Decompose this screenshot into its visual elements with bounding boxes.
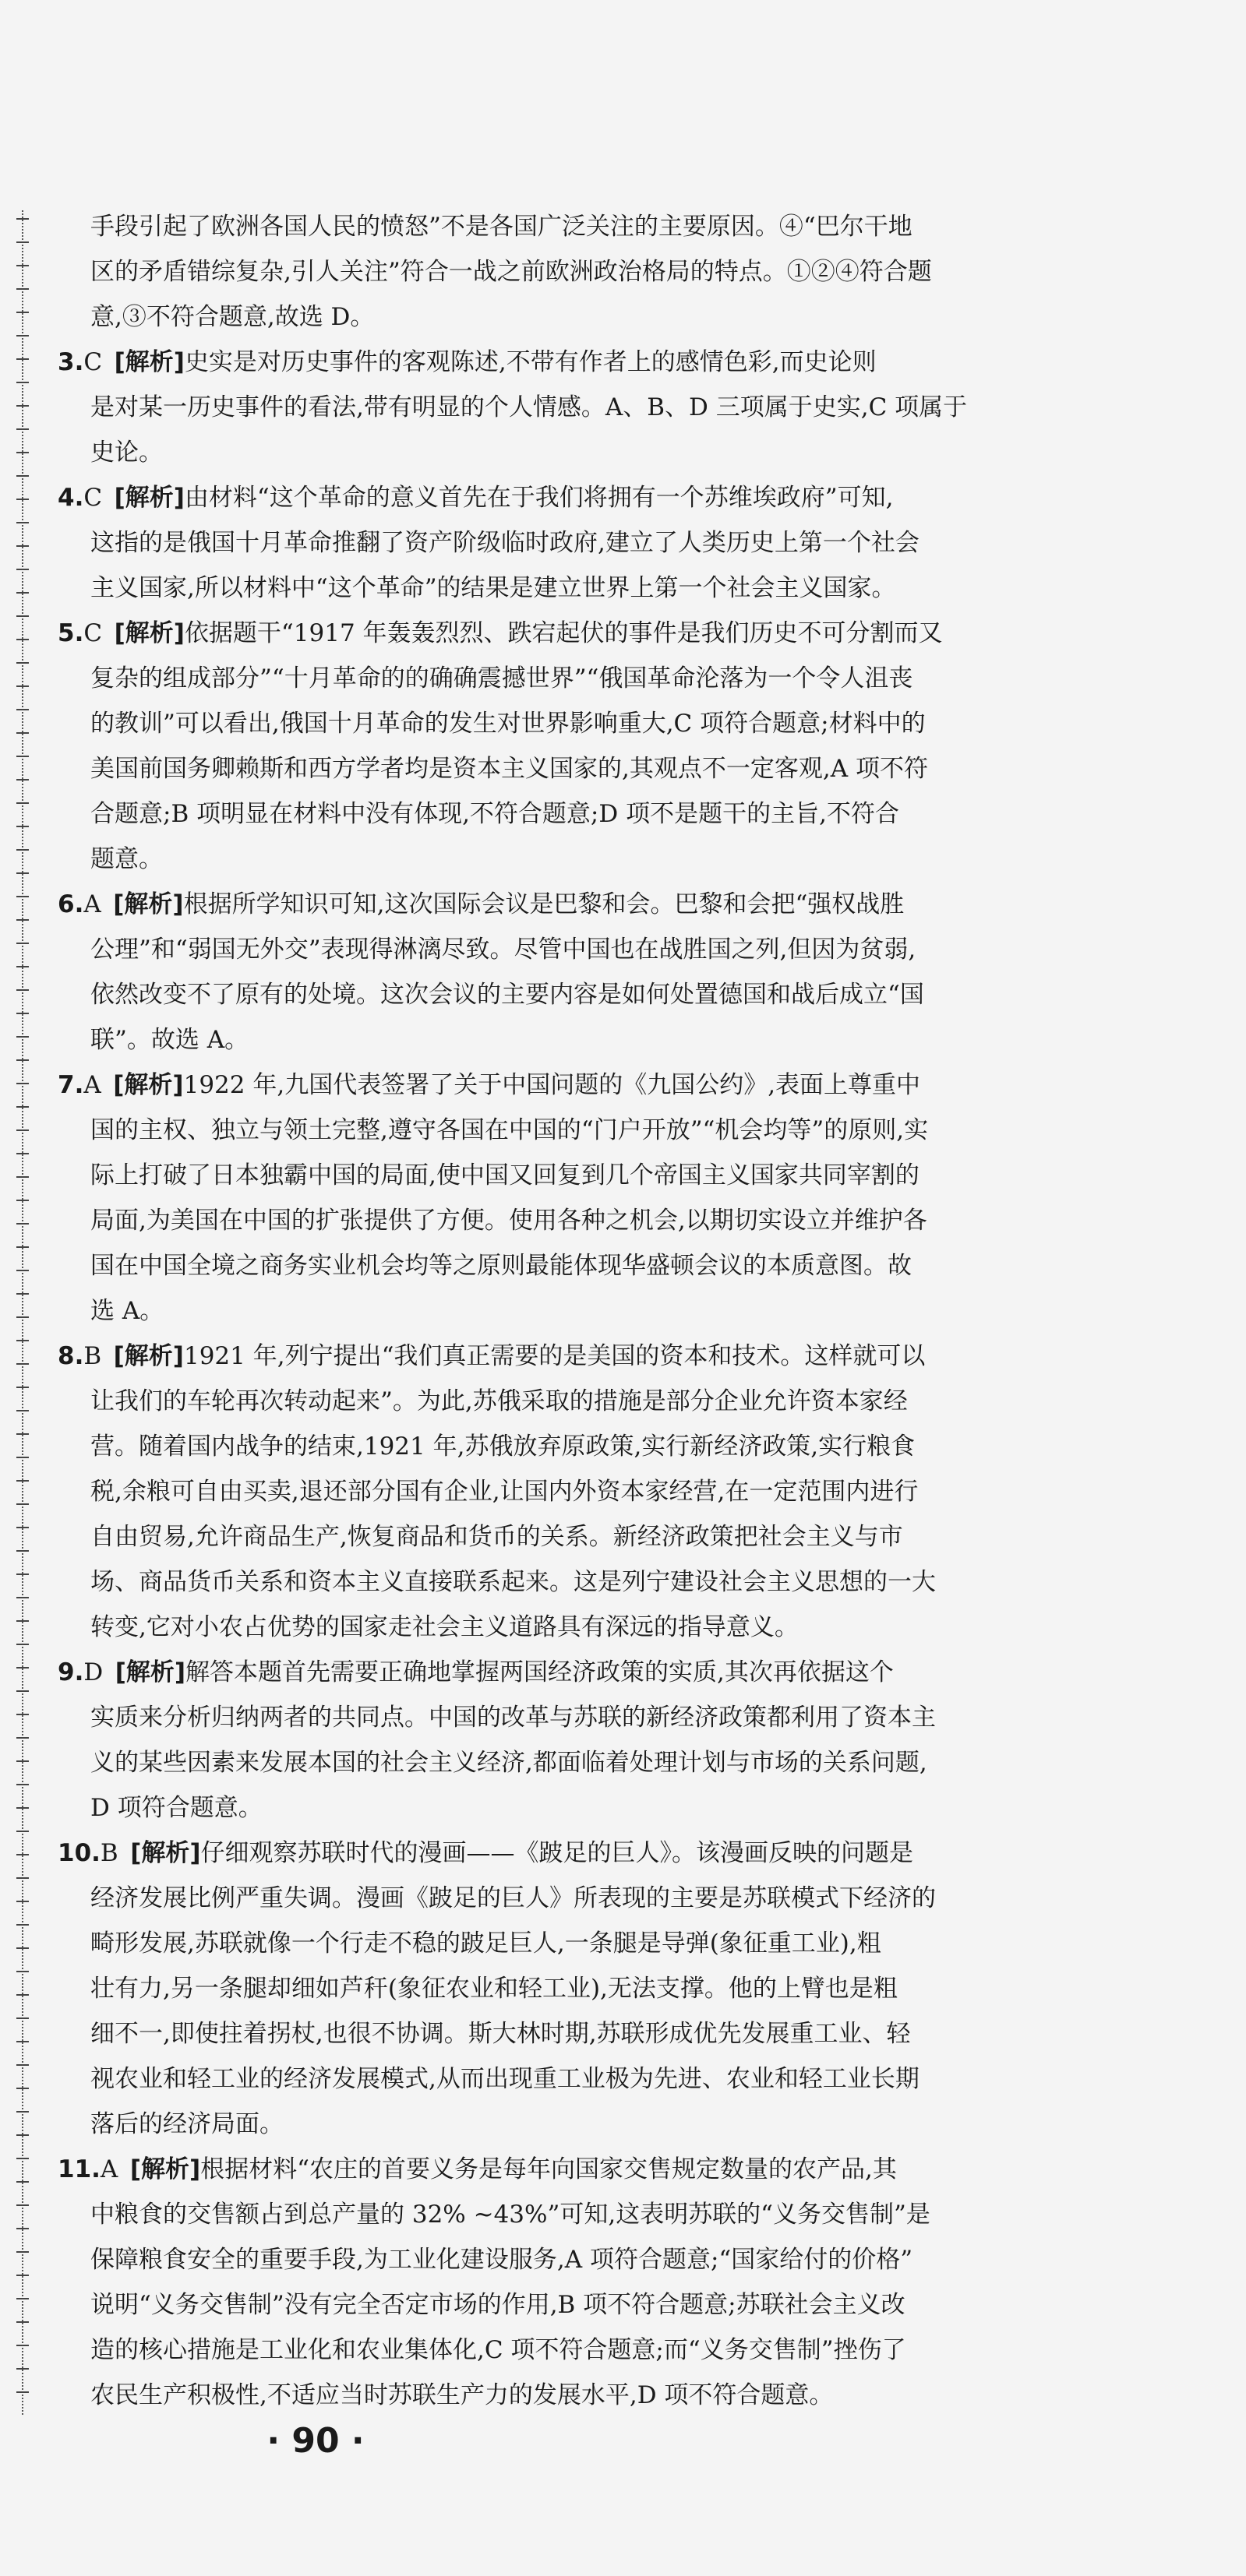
binding-tick: [16, 1644, 29, 1645]
answer-list: [58, 340, 1071, 2418]
analysis-tag: [解析]: [113, 890, 184, 918]
question-number: 6.: [58, 890, 84, 918]
line-text: 经济发展比例严重失调。漫画《跛足的巨人》所表现的主要是苏联模式下经济的: [90, 1884, 936, 1912]
binding-tick: [16, 1550, 29, 1552]
text-line: [58, 1966, 1071, 2011]
binding-tick: [16, 1059, 29, 1061]
line-text: 说明“义务交售制”没有完全否定市场的作用,B 项不符合题意;苏联社会主义改: [90, 2291, 905, 2319]
line-text: 题意。: [90, 845, 163, 873]
line-text: 局面,为美国在中国的扩张提供了方便。使用各种之机会,以期切实设立并维护各: [90, 1207, 927, 1235]
question-number: 11.: [58, 2155, 101, 2183]
text-line: [58, 475, 1071, 520]
line-text: 细不一,即使拄着拐杖,也很不协调。斯大林时期,苏联形成优先发展重工业、轻: [90, 2020, 911, 2048]
text-line: [58, 2282, 1071, 2328]
text-line: [58, 611, 1071, 656]
line-text: 根据材料“农庄的首要义务是每年向国家交售规定数量的农产品,其: [200, 2155, 897, 2183]
text-line: [58, 1334, 1071, 1379]
text-line: [58, 1514, 1071, 1559]
text-line: [58, 882, 1071, 927]
line-text: 合题意;B 项明显在材料中没有体现,不符合题意;D 项不是题干的主旨,不符合: [90, 800, 899, 828]
binding-tick: [16, 1270, 29, 1271]
continuation-paragraph: [58, 204, 1071, 340]
binding-tick: [16, 2134, 29, 2136]
text-line: [58, 1379, 1071, 1424]
answer-item: [58, 882, 1071, 1062]
binding-tick: [16, 989, 29, 991]
line-text: 是对某一历史事件的看法,带有明显的个人情感。A、B、D 三项属于史实,C 项属于: [90, 393, 968, 421]
line-text: 实质来分析归纳两者的共同点。中国的改革与苏联的新经济政策都利用了资本主: [90, 1704, 936, 1732]
analysis-tag: [解析]: [114, 484, 185, 512]
binding-tick: [16, 1083, 29, 1084]
line-text: 税,余粮可自由买卖,退还部分国有企业,让国内外资本家经营,在一定范围内进行: [90, 1478, 919, 1506]
question-number: 3.: [58, 348, 84, 376]
text-line: [58, 1740, 1071, 1785]
analysis-tag: [解析]: [113, 1071, 184, 1099]
answer-letter: A: [100, 2155, 118, 2183]
text-line: [58, 2373, 1071, 2418]
text-line: [58, 1831, 1071, 1876]
binding-tick: [16, 499, 29, 500]
text-line: [58, 701, 1071, 746]
binding-tick: [16, 872, 29, 874]
answer-letter: A: [83, 890, 101, 918]
line-text: D 项符合题意。: [90, 1794, 263, 1822]
binding-tick: [16, 1129, 29, 1131]
binding-tick: [16, 1877, 29, 1879]
binding-tick: [16, 1387, 29, 1388]
answer-letter: D: [83, 1658, 104, 1686]
binding-tick: [16, 475, 29, 477]
line-text: 自由贸易,允许商品生产,恢复商品和货币的关系。新经济政策把社会主义与市: [90, 1523, 903, 1551]
text-line: [58, 1108, 1071, 1153]
binding-tick: [16, 2111, 29, 2113]
answer-item: [58, 1062, 1071, 1334]
binding-tick: [16, 896, 29, 897]
binding-tick: [16, 709, 29, 710]
answer-letter: B: [83, 1342, 102, 1370]
text-line: [58, 1650, 1071, 1695]
binding-margin-line: [22, 210, 39, 2415]
question-number: 5.: [58, 619, 84, 647]
line-text: 国的主权、独立与领土完整,遵守各国在中国的“门户开放”“机会均等”的原则,实: [90, 1116, 929, 1144]
binding-tick: [16, 756, 29, 757]
binding-tick: [16, 358, 29, 360]
binding-tick: [16, 2391, 29, 2393]
binding-tick: [16, 1994, 29, 1996]
binding-tick: [16, 2204, 29, 2206]
text-line: [58, 2328, 1071, 2373]
binding-tick: [16, 1831, 29, 1832]
binding-tick: [16, 545, 29, 547]
binding-tick: [16, 335, 29, 337]
line-text: 落后的经济局面。: [90, 2110, 284, 2138]
line-text: 义的某些因素来发展本国的社会主义经济,都面临着处理计划与市场的关系问题,: [90, 1749, 927, 1777]
binding-tick: [16, 1901, 29, 1902]
binding-tick: [16, 2275, 29, 2276]
answer-item: [58, 340, 1071, 475]
line-text: 国在中国全境之商务实业机会均等之原则最能体现华盛顿会议的本质意图。故: [90, 1252, 912, 1280]
line-text: 转变,它对小农占优势的国家走社会主义道路具有深远的指导意义。: [90, 1613, 799, 1641]
line-text: 仔细观察苏联时代的漫画——《跛足的巨人》。该漫画反映的问题是: [200, 1839, 914, 1867]
line-text: 的教训”可以看出,俄国十月革命的发生对世界影响重大,C 项符合题意;材料中的: [90, 710, 926, 738]
binding-tick: [16, 662, 29, 664]
binding-tick: [16, 1573, 29, 1575]
line-text: 由材料“这个革命的意义首先在于我们将拥有一个苏维埃政府”可知,: [184, 484, 894, 512]
binding-tick: [16, 1503, 29, 1505]
line-text: 主义国家,所以材料中“这个革命”的结果是建立世界上第一个社会主义国家。: [90, 574, 896, 602]
line-text: 1921 年,列宁提出“我们真正需要的是美国的资本和技术。这样就可以: [183, 1342, 926, 1370]
binding-tick: [16, 2088, 29, 2089]
binding-tick: [16, 2251, 29, 2253]
text-line: [58, 1243, 1071, 1288]
binding-tick: [16, 1410, 29, 1411]
line-text: 际上打破了日本独霸中国的局面,使中国又回复到几个帝国主义国家共同宰割的: [90, 1161, 919, 1189]
binding-tick: [16, 405, 29, 407]
binding-tick: [16, 1340, 29, 1341]
binding-tick: [16, 2181, 29, 2183]
binding-tick: [16, 1363, 29, 1365]
question-number: 9.: [58, 1658, 84, 1686]
binding-tick: [16, 265, 29, 266]
binding-tick: [16, 592, 29, 594]
text-line: [58, 1288, 1071, 1334]
line-text: 中粮食的交售额占到总产量的 32% ~43%”可知,这表明苏联的“义务交售制”是: [90, 2201, 930, 2229]
line-text: 史实是对历史事件的客观陈述,不带有作者上的感情色彩,而史论则: [184, 348, 877, 376]
question-number: 7.: [58, 1071, 84, 1099]
binding-tick: [16, 1714, 29, 1715]
binding-tick: [16, 522, 29, 523]
answer-item: [58, 611, 1071, 882]
binding-tick: [16, 218, 29, 220]
binding-tick: [16, 1106, 29, 1108]
text-line: [58, 1876, 1071, 1921]
question-number: 4.: [58, 484, 84, 512]
text-line: [58, 972, 1071, 1017]
binding-tick: [16, 1480, 29, 1482]
line-text: 保障粮食安全的重要手段,为工业化建设服务,A 项符合题意;“国家给付的价格”: [90, 2246, 913, 2274]
answer-item: [58, 1831, 1071, 2147]
line-text: 1922 年,九国代表签署了关于中国问题的《九国公约》,表面上尊重中: [183, 1071, 921, 1099]
text-line: [58, 1153, 1071, 1198]
binding-tick: [16, 732, 29, 734]
binding-tick: [16, 2017, 29, 2019]
text-line: [58, 340, 1071, 385]
binding-tick: [16, 1760, 29, 1762]
text-line: [58, 1559, 1071, 1605]
binding-tick: [16, 428, 29, 430]
text-line: [58, 1062, 1071, 1108]
line-text: 联”。故选 A。: [90, 1026, 249, 1054]
binding-tick: [16, 1293, 29, 1295]
binding-tick: [16, 452, 29, 453]
text-line: [58, 1695, 1071, 1740]
line-text: 视农业和轻工业的经济发展模式,从而出现重工业极为先进、农业和轻工业长期: [90, 2065, 919, 2093]
text-line: [58, 2011, 1071, 2056]
binding-tick: [16, 1223, 29, 1225]
text-line: [58, 746, 1071, 791]
binding-tick: [16, 1667, 29, 1669]
answer-letter: B: [100, 1839, 118, 1867]
text-line: [58, 2147, 1071, 2192]
binding-tick: [16, 1036, 29, 1038]
binding-tick: [16, 639, 29, 640]
text-line: [58, 1198, 1071, 1243]
line-text: 这指的是俄国十月革命推翻了资产阶级临时政府,建立了人类历史上第一个社会: [90, 529, 919, 557]
binding-tick: [16, 826, 29, 827]
question-number: 10.: [58, 1839, 101, 1867]
text-line: 手段引起了欧洲各国人民的愤怒”不是各国广泛关注的主要原因。④“巴尔干地: [90, 213, 912, 241]
binding-tick: [16, 288, 29, 290]
binding-tick: [16, 685, 29, 687]
binding-tick: [16, 1947, 29, 1949]
binding-tick: [16, 2345, 29, 2346]
binding-tick: [16, 1153, 29, 1154]
binding-tick: [16, 569, 29, 570]
binding-tick: [16, 1807, 29, 1809]
text-line: [58, 791, 1071, 837]
line-text: 畸形发展,苏联就像一个行走不稳的跛足巨人,一条腿是导弹(象征重工业),粗: [90, 1929, 881, 1958]
line-text: 农民生产积极性,不适应当时苏联生产力的发展水平,D 项不符合题意。: [90, 2381, 834, 2409]
binding-tick: [16, 1527, 29, 1528]
answer-item: [58, 1650, 1071, 1831]
text-line: [58, 1921, 1071, 1966]
binding-tick: [16, 1924, 29, 1926]
answer-letter: C: [83, 484, 103, 512]
binding-tick: [16, 2041, 29, 2042]
line-text: 选 A。: [90, 1297, 164, 1325]
analysis-tag: [解析]: [114, 619, 185, 647]
line-text: 壮有力,另一条腿却细如芦秆(象征农业和轻工业),无法支撑。他的上臂也是粗: [90, 1975, 898, 2003]
text-line: [58, 1469, 1071, 1514]
binding-tick: [16, 849, 29, 851]
binding-tick: [16, 943, 29, 944]
answer-item: [58, 475, 1071, 611]
line-text: 依然改变不了原有的处境。这次会议的主要内容是如何处置德国和战后成立“国: [90, 981, 924, 1009]
binding-tick: [16, 1784, 29, 1785]
text-line: 意,③不符合题意,故选 D。: [90, 303, 375, 331]
line-text: 让我们的车轮再次转动起来”。为此,苏俄采取的措施是部分企业允许资本家经: [90, 1387, 908, 1415]
text-line: [58, 1424, 1071, 1469]
binding-tick: [16, 241, 29, 243]
binding-tick: [16, 1176, 29, 1178]
binding-tick: [16, 2158, 29, 2159]
binding-tick: [16, 2064, 29, 2066]
binding-tick: [16, 1013, 29, 1014]
line-text: 解答本题首先需要正确地掌握两国经济政策的实质,其次再依据这个: [185, 1658, 894, 1686]
binding-tick: [16, 1854, 29, 1855]
text-line: [58, 1785, 1071, 1831]
binding-tick: [16, 2368, 29, 2370]
line-text: 美国前国务卿赖斯和西方学者均是资本主义国家的,其观点不一定客观,A 项不符: [90, 755, 928, 783]
answer-content: [58, 204, 1071, 2418]
binding-tick: [16, 2228, 29, 2229]
answer-letter: C: [83, 348, 103, 376]
line-text: 场、商品货币关系和资本主义直接联系起来。这是列宁建设社会主义思想的一大: [90, 1568, 936, 1596]
analysis-tag: [解析]: [115, 1658, 186, 1686]
line-text: 公理”和“弱国无外交”表现得淋漓尽致。尽管中国也在战胜国之列,但因为贫弱,: [90, 936, 916, 964]
answer-item: [58, 1334, 1071, 1650]
answer-letter: C: [83, 619, 103, 647]
line-text: 复杂的组成部分”“十月革命的的确确震撼世界”“俄国革命沦落为一个令人沮丧: [90, 664, 913, 692]
binding-tick: [16, 1457, 29, 1458]
text-line: [58, 927, 1071, 972]
page-number: · 90 ·: [266, 2421, 365, 2461]
binding-tick: [16, 1200, 29, 1201]
binding-tick: [16, 1971, 29, 1972]
text-line: [58, 2237, 1071, 2282]
binding-tick: [16, 802, 29, 804]
binding-tick: [16, 2298, 29, 2299]
text-line: [58, 1605, 1071, 1650]
binding-tick: [16, 382, 29, 383]
answer-letter: A: [83, 1071, 101, 1099]
line-text: 根据所学知识可知,这次国际会议是巴黎和会。巴黎和会把“强权战胜: [183, 890, 905, 918]
text-line: [58, 2102, 1071, 2147]
analysis-tag: [解析]: [130, 1839, 201, 1867]
binding-tick: [16, 1737, 29, 1739]
answer-item: [58, 2147, 1071, 2418]
binding-tick: [16, 1246, 29, 1248]
text-line: [58, 1017, 1071, 1062]
line-text: 依据题干“1917 年轰轰烈烈、跌宕起伏的事件是我们历史不可分割而又: [184, 619, 943, 647]
text-line: [58, 520, 1071, 566]
binding-tick: [16, 1433, 29, 1435]
text-line: [58, 837, 1071, 882]
binding-tick: [16, 919, 29, 921]
line-text: 造的核心措施是工业化和农业集体化,C 项不符合题意;而“义务交售制”挫伤了: [90, 2336, 906, 2364]
text-line: [58, 430, 1071, 475]
analysis-tag: [解析]: [113, 1342, 184, 1370]
binding-tick: [16, 779, 29, 781]
analysis-tag: [解析]: [114, 348, 185, 376]
line-text: 史论。: [90, 439, 163, 467]
binding-tick: [16, 1316, 29, 1318]
binding-tick: [16, 1597, 29, 1598]
text-line: [58, 385, 1071, 430]
text-line: [58, 2192, 1071, 2237]
text-line: [58, 566, 1071, 611]
binding-tick: [16, 2321, 29, 2323]
binding-tick: [16, 1620, 29, 1622]
binding-tick: [16, 312, 29, 313]
analysis-tag: [解析]: [129, 2155, 201, 2183]
binding-tick: [16, 615, 29, 617]
text-line: [58, 656, 1071, 701]
binding-tick: [16, 966, 29, 967]
text-line: [58, 2056, 1071, 2102]
binding-tick: [16, 1690, 29, 1692]
question-number: 8.: [58, 1342, 84, 1370]
text-line: 区的矛盾错综复杂,引人关注”符合一战之前欧洲政治格局的特点。①②④符合题: [90, 258, 932, 286]
line-text: 营。随着国内战争的结束,1921 年,苏俄放弃原政策,实行新经济政策,实行粮食: [90, 1432, 916, 1461]
